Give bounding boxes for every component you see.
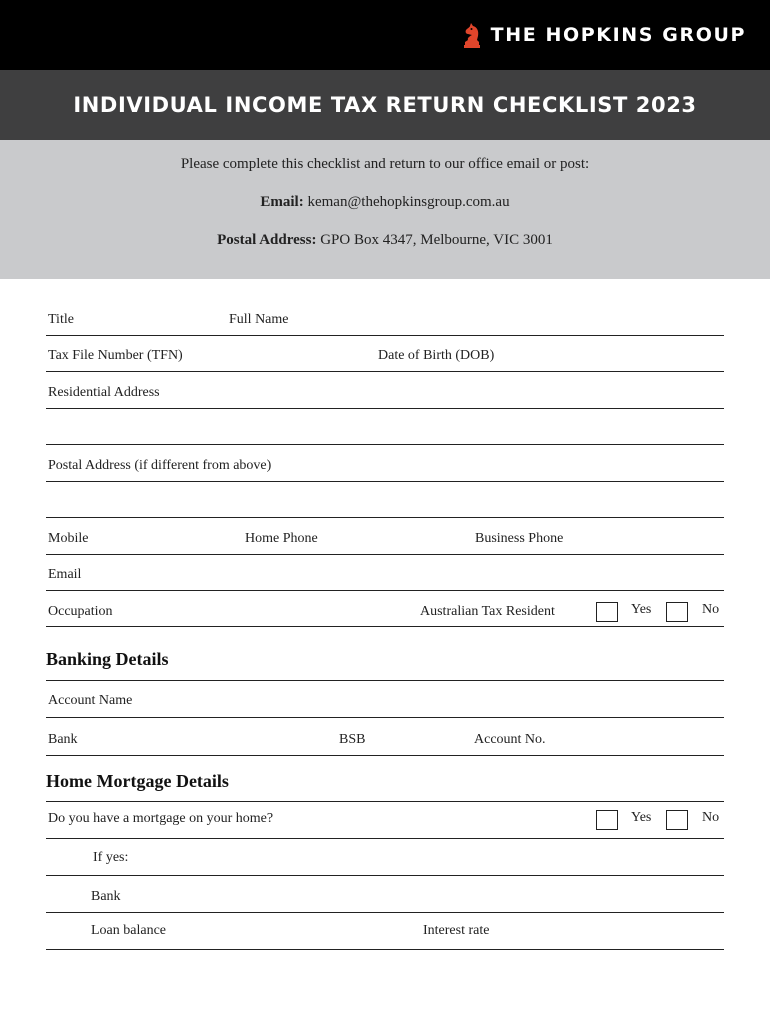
postal-value: GPO Box 4347, Melbourne, VIC 3001 [320, 232, 553, 248]
if-yes-label: If yes: [93, 850, 129, 865]
brand-logo [462, 22, 746, 48]
mortgage-no-label: No [702, 810, 720, 825]
postal-address-line-2[interactable] [46, 517, 724, 518]
mortgage-no-checkbox[interactable] [666, 810, 688, 830]
tax-resident-no-checkbox[interactable] [666, 602, 688, 622]
postal-line [0, 232, 770, 249]
intro-text: Please complete this checklist and return to our office email or post: [180, 156, 590, 172]
residential-address-line-2[interactable] [46, 444, 724, 445]
mortgage-question-label: Do you have a mortgage on your home? [48, 811, 274, 826]
email-label: Email: [260, 194, 304, 210]
knight-chess-icon [462, 22, 482, 48]
residential-address-line-1[interactable] [46, 408, 724, 409]
brand-name: THE HOPKINS GROUP [490, 24, 746, 46]
mortgage-yes-checkbox[interactable] [596, 810, 618, 830]
page-title: INDIVIDUAL INCOME TAX RETURN CHECKLIST 2023 [73, 93, 697, 117]
email-value: keman@thehopkinsgroup.com.au [307, 194, 510, 210]
account-no-label: Account No. [474, 732, 546, 747]
banking-heading-line [46, 680, 724, 681]
home-phone-label: Home Phone [245, 531, 318, 546]
account-name-line[interactable] [46, 717, 724, 718]
mortgage-heading: Home Mortgage Details [46, 771, 229, 791]
email-line[interactable] [46, 590, 724, 591]
title-name-line[interactable] [46, 335, 724, 336]
tax-resident-yes-label: Yes [631, 602, 652, 617]
loan-balance-label: Loan balance [91, 923, 167, 938]
contact-info-box [0, 140, 770, 279]
occupation-label: Occupation [48, 604, 113, 619]
full-name-label: Full Name [229, 312, 289, 327]
postal-address-line-1[interactable] [46, 481, 724, 482]
top-bar [0, 0, 770, 70]
title-label: Title [48, 312, 74, 327]
tax-resident-yes-checkbox[interactable] [596, 602, 618, 622]
residential-address-label: Residential Address [48, 385, 160, 400]
business-phone-label: Business Phone [475, 531, 564, 546]
mortgage-question-line[interactable] [46, 838, 724, 839]
tax-resident-label: Australian Tax Resident [420, 604, 555, 619]
bank-label: Bank [48, 732, 78, 747]
email-line [0, 194, 770, 211]
bank-details-line[interactable] [46, 755, 724, 756]
phone-line[interactable] [46, 554, 724, 555]
mortgage-bank-line[interactable] [46, 912, 724, 913]
title-bar [0, 70, 770, 140]
mortgage-heading-line [46, 801, 724, 802]
tfn-dob-line[interactable] [46, 371, 724, 372]
postal-label: Postal Address: [217, 232, 317, 248]
account-name-label: Account Name [48, 693, 133, 708]
loan-details-line[interactable] [46, 949, 724, 950]
interest-rate-label: Interest rate [423, 923, 490, 938]
bsb-label: BSB [339, 732, 366, 747]
mobile-label: Mobile [48, 531, 89, 546]
occupation-line[interactable] [46, 626, 724, 627]
email-field-label: Email [48, 567, 82, 582]
if-yes-line[interactable] [46, 875, 724, 876]
dob-label: Date of Birth (DOB) [378, 348, 495, 363]
tfn-label: Tax File Number (TFN) [48, 348, 183, 363]
mortgage-yes-label: Yes [631, 810, 652, 825]
banking-heading: Banking Details [46, 649, 169, 669]
postal-address-label: Postal Address (if different from above) [48, 458, 272, 473]
tax-resident-no-label: No [702, 602, 720, 617]
mortgage-bank-label: Bank [91, 889, 121, 904]
